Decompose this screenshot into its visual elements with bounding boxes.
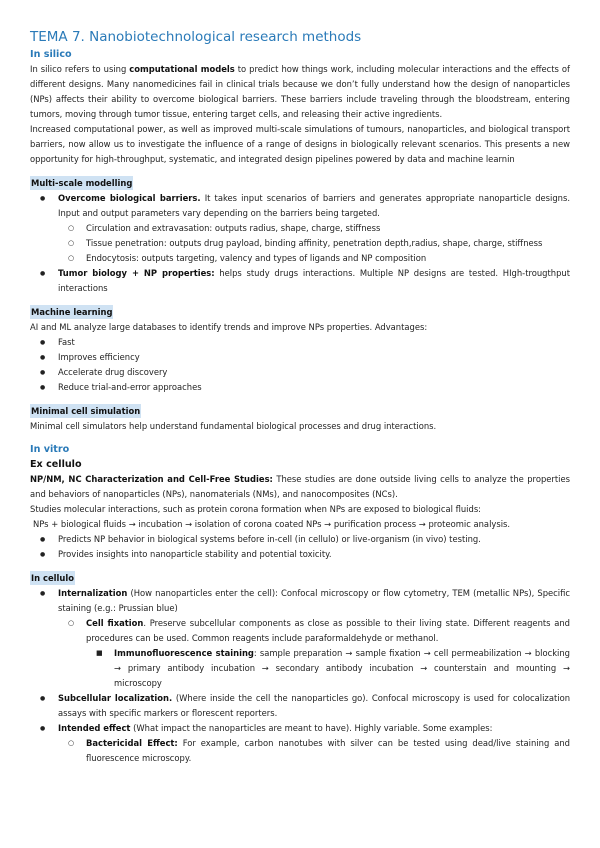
subheading-machine-learning: Machine learning bbox=[31, 307, 113, 317]
text-run: It takes input scenarios of barriers and generates appropriate nanoparticle designs. Input and output parameters vary depending on the barriers being targeted. bbox=[58, 193, 571, 218]
list-item: ● Predicts NP behavior in biological systems before in-cell (in cellulo) or live-organism (in vivo) testing. bbox=[30, 532, 570, 547]
list-item: ○ Circulation and extravasation: outputs radius, shape, charge, stiffness bbox=[58, 221, 570, 236]
subheading-in-cellulo: In cellulo bbox=[31, 573, 74, 583]
ex-cellulo-paragraph-2: Studies molecular interactions, such as protein corona formation when NPs are exposed to biological fluids: bbox=[30, 504, 482, 514]
subheading-minimal-cell-simulation: Minimal cell simulation bbox=[31, 406, 141, 416]
list-item: ○ Tissue penetration: outputs drug payload, binding affinity, penetration depth,radius, shape, charge, stiffness bbox=[58, 236, 570, 251]
list-item bbox=[30, 586, 570, 691]
bold-term: Bactericidal Effect: bbox=[86, 738, 178, 748]
list-item: ● Improves efficiency bbox=[30, 350, 570, 365]
text-run: (How nanoparticles enter the cell): Confocal microscopy or flow cytometry, TEM (metallic NPs), Specific staining (e.g.: Prussian blue) bbox=[58, 588, 570, 613]
multiscale-list bbox=[30, 191, 570, 296]
text-run: (What impact the nanoparticles are meant to have). Highly variable. Some examples: bbox=[130, 723, 493, 733]
section-heading-in-silico: In silico bbox=[30, 49, 72, 60]
minimal-cell-text: Minimal cell simulators help understand fundamental biological processes and drug interactions. bbox=[30, 421, 437, 431]
text-run: In silico refers to using bbox=[30, 64, 130, 74]
effects-sublist bbox=[58, 736, 570, 766]
fixation-sublist bbox=[86, 646, 570, 691]
text-run: (Where inside the cell the nanoparticles go). Confocal microscopy is used for colocalization assays with specific markers or florescent reporters. bbox=[58, 693, 571, 718]
list-item: ○ Endocytosis: outputs targeting, valency and types of ligands and NP composition bbox=[58, 251, 570, 266]
bold-term: Internalization bbox=[58, 588, 128, 598]
list-item bbox=[58, 736, 570, 766]
in-silico-paragraph-1 bbox=[30, 62, 570, 122]
ex-cellulo-list bbox=[30, 532, 570, 562]
bold-term: computational models bbox=[129, 64, 235, 74]
in-silico-paragraph-2: Increased computational power, as well as improved multi-scale simulations of tumours, nanoparticles, and biological transport barriers, now allow us to investigate the influence of a range of designs in biologically relevant scenarios. This presents a new opportunity for high-throughput, systematic, and integrated design pipelines powered by data and machine learnin bbox=[30, 124, 570, 164]
list-item bbox=[30, 721, 570, 766]
text-run: These studies are done outside living cells to analyze the properties and behaviors of nanoparticles (NPs), nanomaterials (NMs), and nanocomposites (NCs). bbox=[30, 474, 570, 499]
bold-term: Immunofluorescence staining bbox=[114, 648, 254, 658]
list-item: ● Provides insights into nanoparticle stability and potential toxicity. bbox=[30, 547, 570, 562]
subheading-multiscale-modelling: Multi-scale modelling bbox=[31, 178, 133, 188]
corona-workflow: NPs + biological fluids → incubation → isolation of corona coated NPs → purification process → proteomic analysis. bbox=[33, 519, 511, 529]
internalization-sublist bbox=[58, 616, 570, 691]
list-item bbox=[30, 266, 570, 296]
list-item bbox=[30, 691, 570, 721]
list-item bbox=[86, 646, 570, 691]
text-run: For example, carbon nanotubes with silver can be tested using dead/live staining and fluorescence microscopy. bbox=[86, 738, 570, 763]
text-run: : sample preparation → sample fixation → cell permeabilization → blocking → primary antibody incubation → secondary antibody incubation → counterstain and mounting → microscopy bbox=[114, 648, 570, 688]
bold-term: NP/NM, NC Characterization and Cell-Free Studies: bbox=[30, 474, 273, 484]
text-run: helps study drugs interactions. Multiple NP designs are tested. HIgh-trougthput interactions bbox=[58, 268, 570, 293]
bold-term: Cell fixation bbox=[86, 618, 144, 628]
document-title: TEMA 7. Nanobiotechnological research methods bbox=[30, 29, 362, 45]
in-cellulo-list bbox=[30, 586, 570, 766]
subheading-ex-cellulo: Ex cellulo bbox=[30, 459, 82, 470]
text-run: . Preserve subcellular components as close as possible to their living state. Different reagents and procedures can be used. Common reagents include paraformaldehyde or methanol. bbox=[86, 618, 570, 643]
bold-term: Subcellular localization. bbox=[58, 693, 173, 703]
bold-term: Tumor biology + NP properties: bbox=[58, 268, 215, 278]
barrier-sublist bbox=[58, 221, 570, 266]
advantages-list bbox=[30, 335, 570, 395]
text-run: to predict how things work, including molecular interactions and the effects of different designs. Many nanomedicines fail in clinical trials because we don’t fully understand how the design of nanoparticles (NPs) affects their ability to overcome biological barriers. These barriers include traveling through the bloodstream, entering tumors, moving through tumor tissue, entering target cells, and releasing their active ingredients. bbox=[30, 64, 570, 119]
list-item: ● Accelerate drug discovery bbox=[30, 365, 570, 380]
bold-term: Intended effect bbox=[58, 723, 131, 733]
list-item bbox=[30, 191, 570, 266]
section-heading-in-vitro: In vitro bbox=[30, 444, 70, 455]
machine-learning-intro: AI and ML analyze large databases to identify trends and improve NPs properties. Advantages: bbox=[30, 322, 428, 332]
ex-cellulo-paragraph-1 bbox=[30, 472, 570, 502]
list-item: ● Fast bbox=[30, 335, 570, 350]
bold-term: Overcome biological barriers. bbox=[58, 193, 201, 203]
list-item bbox=[58, 616, 570, 691]
list-item: ● Reduce trial-and-error approaches bbox=[30, 380, 570, 395]
